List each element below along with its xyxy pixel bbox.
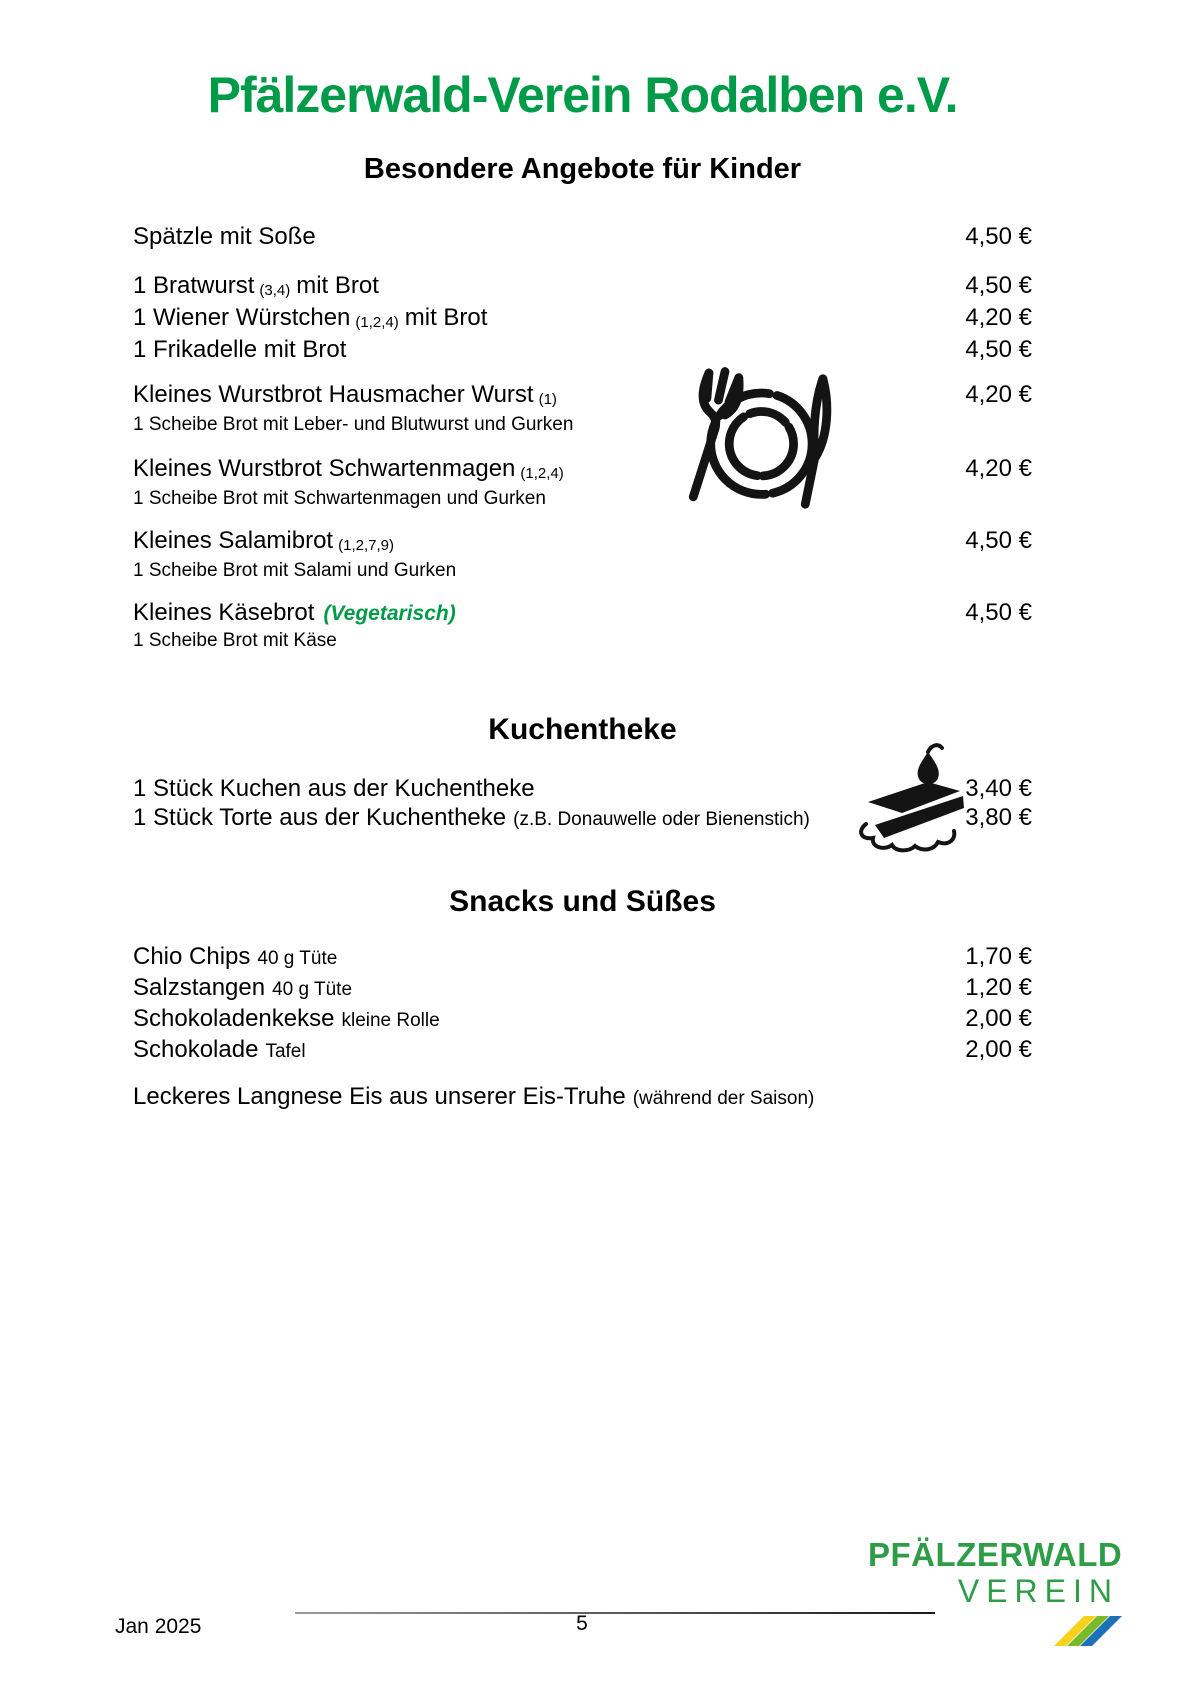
menu-item-row (133, 454, 1032, 486)
item-name: 1 Frikadelle mit Brot (133, 336, 347, 363)
item-price: 4,50 € (965, 527, 1032, 554)
menu-item-row (133, 303, 1032, 335)
item-name: Kleines Salamibrot (133, 527, 334, 554)
item-name-wrap (133, 598, 456, 628)
item-group (133, 942, 1032, 1066)
item-name-wrap (133, 1035, 306, 1066)
item-note: 40 g Tüte (257, 948, 338, 969)
item-note: (während der Saison) (632, 1088, 815, 1109)
menu-item-row (133, 335, 1032, 364)
item-note: 40 g Tüte (272, 979, 353, 1000)
item-group (133, 526, 1032, 584)
section-heading-kinder: Besondere Angebote für Kinder (363, 153, 802, 185)
item-price: 2,00 € (965, 1005, 1032, 1032)
item-name: Chio Chips (133, 943, 251, 970)
menu-item-row (133, 1004, 1032, 1035)
item-note: kleine Rolle (341, 1010, 440, 1031)
item-price: 1,20 € (965, 974, 1032, 1001)
item-name: 1 Stück Kuchen aus der Kuchentheke (133, 775, 535, 802)
item-name: Salzstangen (133, 974, 266, 1001)
section-heading-snacks: Snacks und Süßes (449, 885, 716, 918)
item-name: Kleines Wurstbrot Hausmacher Wurst (133, 381, 534, 408)
footnote-numbers: (1,2,4) (520, 465, 564, 482)
pfaelzerwald-verein-logo (868, 1536, 1123, 1609)
item-name: 1 Stück Torte aus der Kuchentheke (133, 804, 507, 831)
logo-text-verein: VEREIN (957, 1573, 1119, 1609)
item-name: Schokoladenkekse (133, 1005, 335, 1032)
item-note: (z.B. Donauwelle oder Bienenstich) (513, 809, 810, 830)
footer-date: Jan 2025 (115, 1615, 202, 1638)
section-heading-kuchentheke: Kuchentheke (488, 713, 677, 746)
item-name: Leckeres Langnese Eis aus unserer Eis-Truhe (133, 1083, 626, 1110)
item-description: 1 Scheibe Brot mit Leber- und Blutwurst und Gurken (133, 414, 574, 435)
menu-content (133, 0, 1032, 1113)
item-name-wrap (133, 526, 394, 558)
page-title: Pfälzerwald-Verein Rodalben e.V. (207, 67, 958, 123)
item-suffix: mit Brot (404, 304, 488, 331)
item-suffix: mit Brot (296, 272, 379, 299)
item-price: 4,20 € (965, 304, 1032, 331)
item-group (133, 271, 1032, 364)
item-group (133, 380, 1032, 438)
item-price: 4,50 € (965, 272, 1032, 299)
item-name-wrap (133, 942, 337, 973)
menu-item-row (133, 526, 1032, 558)
item-price: 4,50 € (965, 223, 1032, 250)
logo-text-pfaelzerwald: PFÄLZERWALD (868, 1536, 1123, 1573)
page-number: 5 (576, 1612, 588, 1635)
cake-slice-icon (852, 740, 977, 854)
item-group (133, 598, 1032, 654)
menu-item-row (133, 380, 1032, 412)
item-name: 1 Wiener Würstchen (133, 304, 351, 331)
item-name-wrap (133, 380, 557, 412)
item-name: Kleines Käsebrot (133, 599, 315, 626)
menu-item-row (133, 598, 1032, 628)
item-price: 3,80 € (965, 804, 1032, 831)
footnote-numbers: (1,2,7,9) (338, 537, 394, 554)
menu-item-row (133, 973, 1032, 1004)
menu-item-row (133, 1082, 1032, 1113)
item-price: 4,50 € (965, 599, 1032, 626)
item-price: 2,00 € (965, 1036, 1032, 1063)
item-name-wrap (133, 271, 379, 303)
item-description: 1 Scheibe Brot mit Schwartenmagen und Gurken (133, 488, 546, 509)
item-price: 3,40 € (965, 775, 1032, 802)
item-group (133, 454, 1032, 512)
item-description: 1 Scheibe Brot mit Salami und Gurken (133, 560, 457, 581)
footnote-numbers: (1) (538, 391, 557, 408)
footnote-numbers: (1,2,4) (355, 314, 399, 331)
item-name: 1 Bratwurst (133, 272, 255, 299)
item-name: Schokolade (133, 1036, 259, 1063)
vegetarian-label: (Vegetarisch) (323, 602, 456, 625)
menu-item-row (133, 222, 1032, 251)
cutlery-icon (660, 348, 855, 516)
item-price: 4,20 € (965, 381, 1032, 408)
item-name-wrap (133, 454, 564, 486)
item-name: Kleines Wurstbrot Schwartenmagen (133, 455, 516, 482)
item-price: 4,20 € (965, 455, 1032, 482)
item-name-wrap (133, 1004, 440, 1035)
item-note: Tafel (265, 1041, 306, 1062)
item-name: Spätzle mit Soße (133, 223, 316, 250)
logo-stripes-icon (1052, 1616, 1152, 1646)
menu-item-row (133, 1035, 1032, 1066)
item-price: 1,70 € (965, 943, 1032, 970)
menu-item-row (133, 942, 1032, 973)
item-name-wrap (133, 803, 810, 834)
item-price: 4,50 € (965, 336, 1032, 363)
item-description: 1 Scheibe Brot mit Käse (133, 630, 337, 651)
footnote-numbers: (3,4) (259, 282, 291, 299)
item-name-wrap (133, 973, 352, 1004)
menu-item-row (133, 271, 1032, 303)
item-name-wrap (133, 303, 487, 335)
item-name-wrap (133, 1082, 814, 1113)
